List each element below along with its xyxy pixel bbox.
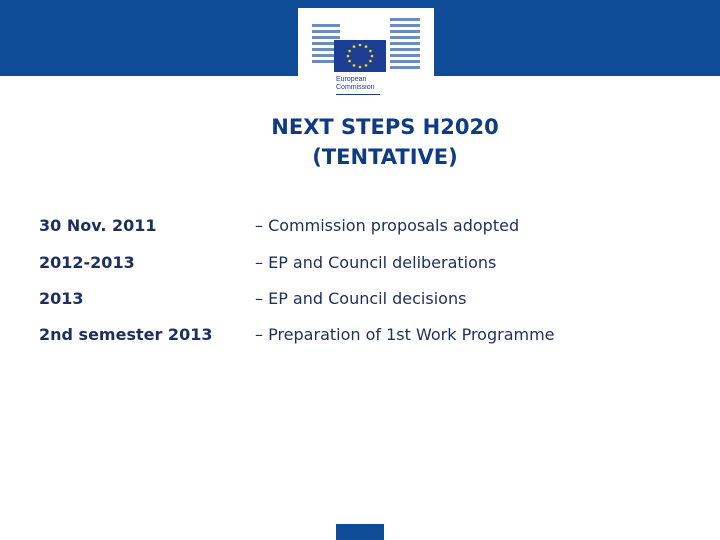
slide-title-line-2: (TENTATIVE) — [312, 145, 458, 169]
timeline-date: 30 Nov. 2011 — [39, 216, 157, 235]
timeline-date: 2nd semester 2013 — [39, 325, 213, 344]
slide-title — [200, 112, 570, 172]
european-commission-logo-icon — [298, 8, 434, 100]
timeline-row — [39, 325, 679, 349]
slide-title-line-1: NEXT STEPS H2020 — [271, 115, 499, 139]
timeline-row — [39, 253, 679, 277]
logo-line-2: Commission — [336, 84, 375, 91]
timeline-description: – Preparation of 1st Work Programme — [255, 325, 555, 344]
timeline-row — [39, 216, 679, 240]
footer-tab — [336, 524, 384, 540]
timeline-description: – EP and Council decisions — [255, 289, 467, 308]
timeline-date: 2013 — [39, 289, 84, 308]
timeline-date: 2012-2013 — [39, 253, 135, 272]
logo-line-1: European — [336, 76, 367, 83]
timeline-description: – EP and Council deliberations — [255, 253, 497, 272]
logo-wordmark — [336, 76, 375, 92]
timeline-description: – Commission proposals adopted — [255, 216, 520, 235]
timeline-row — [39, 289, 679, 313]
